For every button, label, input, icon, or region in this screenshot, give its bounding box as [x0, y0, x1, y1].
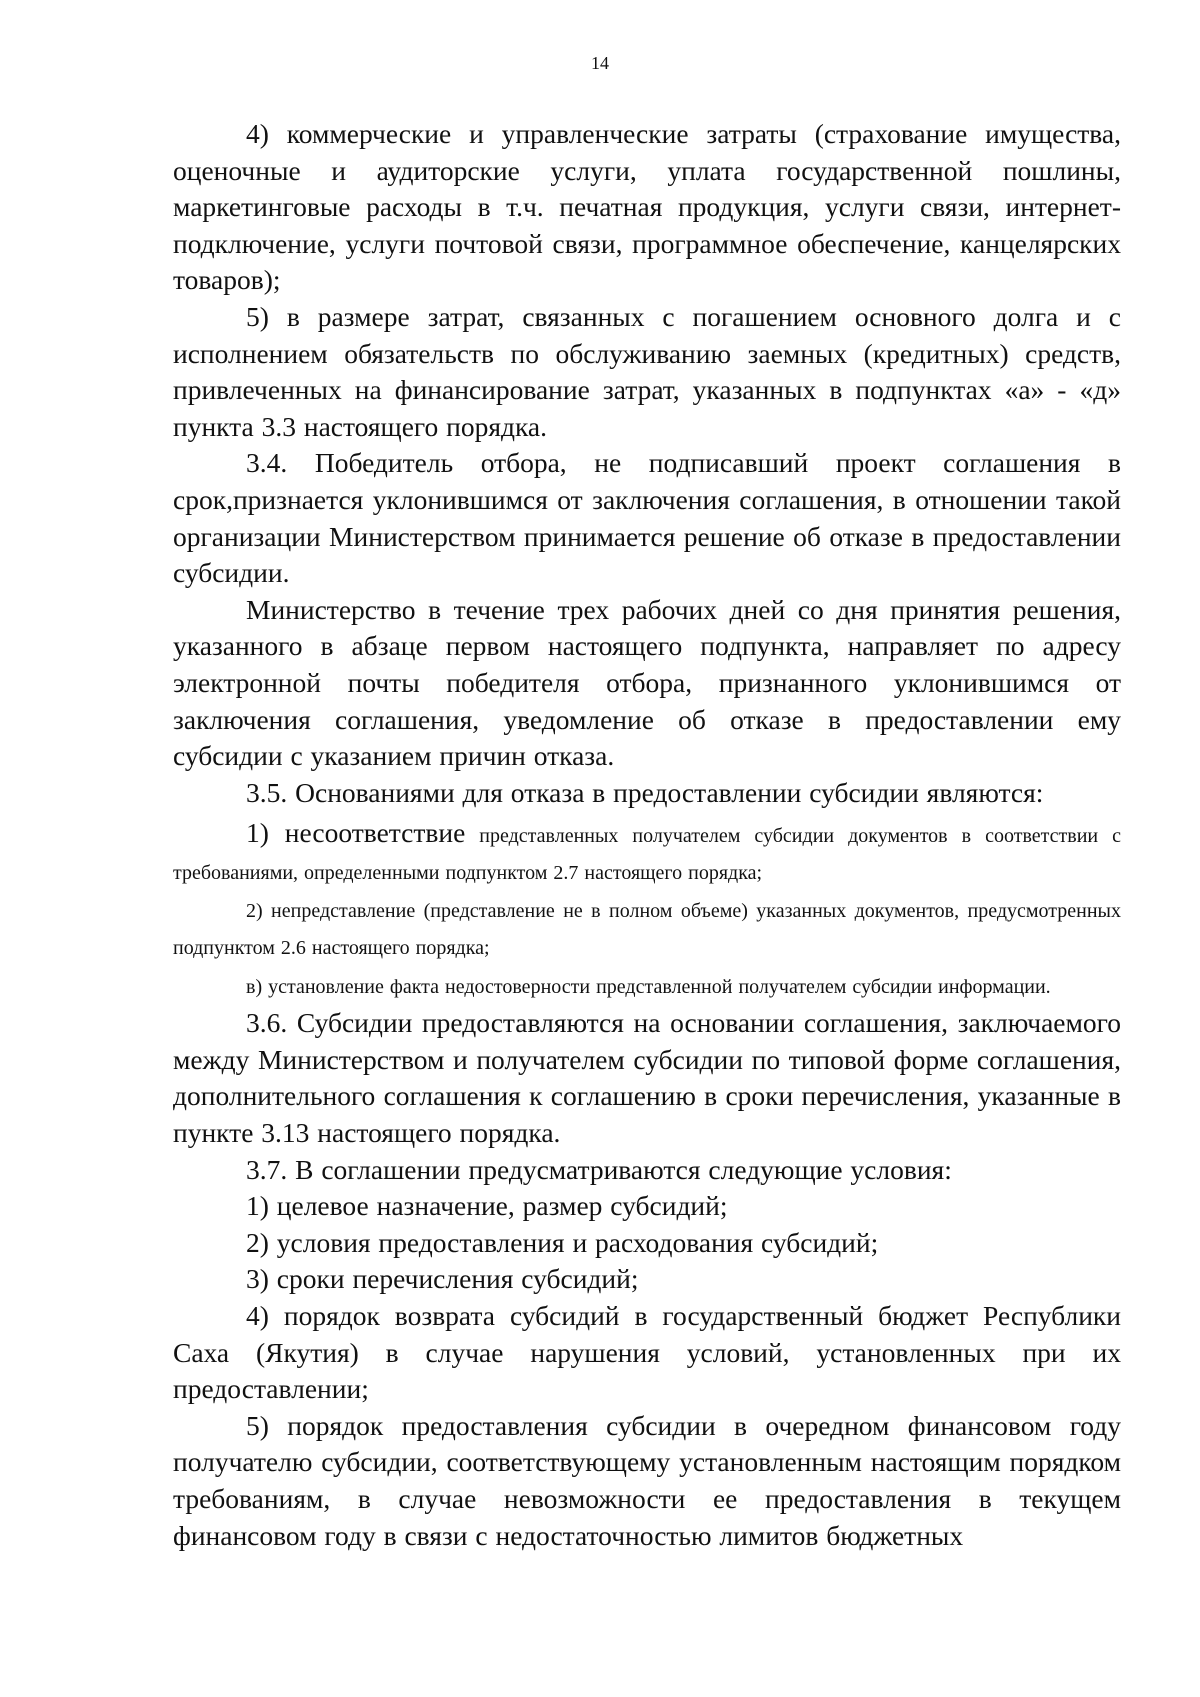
- paragraph-3-4: 3.4. Победитель отбора, не подписавший проект соглашения в срок,признается уклонившимся от заключения соглашения, в отношении такой организации Министерством принимается решение об отказе в предоставлении субсидии.: [173, 447, 1121, 589]
- paragraph-3-5: 3.5. Основаниями для отказа в предоставлении субсидии являются:: [246, 776, 1044, 808]
- paragraph-3-6: 3.6. Субсидии предоставляются на основании соглашения, заключаемого между Министерством и получателем субсидии по типовой форме соглашения, дополнительного соглашения к соглашению в сроки перечисления, указанные в пункте 3.13 настоящего порядка.: [173, 1007, 1121, 1149]
- refusal-item-1-text: представленных получателем субсидии документов в соответствии с требованиями, определенными подпунктом 2.7 настоящего порядка;: [173, 825, 1121, 884]
- refusal-item-2: 2) непредставление (представление не в полном объеме) указанных документов, предусмотренных подпунктом 2.6 настоящего порядка;: [173, 900, 1121, 960]
- refusal-item-3: в) установление факта недостоверности представленной получателем субсидии информации.: [246, 975, 1051, 998]
- condition-item-2: 2) условия предоставления и расходования субсидий;: [246, 1226, 879, 1258]
- refusal-item-1: [173, 815, 1121, 891]
- paragraph-item-5-loan-costs: 5) в размере затрат, связанных с погашением основного долга и с исполнением обязательств по обслуживанию заемных (кредитных) средств, привлеченных на финансирование затрат, указанных в подпунктах «а» - «д» пункта 3.3 настоящего порядка.: [173, 300, 1121, 442]
- paragraph-ministry-notice: Министерство в течение трех рабочих дней со дня принятия решения, указанного в абзаце первом настоящего подпункта, направляет по адресу электронной почты победителя отбора, признанного уклонившимся от заключения соглашения, уведомление об отказе в предоставлении ему субсидии с указанием причин отказа.: [173, 593, 1121, 772]
- condition-item-4: 4) порядок возврата субсидий в государственный бюджет Республики Саха (Якутия) в случае нарушения условий, установленных при их предоставлении;: [173, 1300, 1121, 1405]
- condition-item-3: 3) сроки перечисления субсидий;: [246, 1263, 639, 1295]
- refusal-item-1-lead: 1) несоответствие: [246, 817, 466, 849]
- page-number: 14: [591, 53, 609, 73]
- condition-item-5: 5) порядок предоставления субсидии в очередном финансовом году получателю субсидии, соответствующему установленным настоящим порядком требованиям, в случае невозможности ее предоставления в текущем финансовом году в связи с недостаточностью лимитов бюджетных: [173, 1409, 1121, 1551]
- paragraph-3-7: 3.7. В соглашении предусматриваются следующие условия:: [246, 1153, 952, 1185]
- paragraph-item-4-commercial-costs: 4) коммерческие и управленческие затраты (страхование имущества, оценочные и аудиторские услуги, уплата государственной пошлины, маркетинговые расходы в т.ч. печатная продукция, услуги связи, интернет-подключение, услуги почтовой связи, программное обеспечение, канцелярских товаров);: [173, 118, 1121, 296]
- condition-item-1: 1) целевое назначение, размер субсидий;: [246, 1190, 728, 1222]
- document-body: [173, 116, 1121, 1554]
